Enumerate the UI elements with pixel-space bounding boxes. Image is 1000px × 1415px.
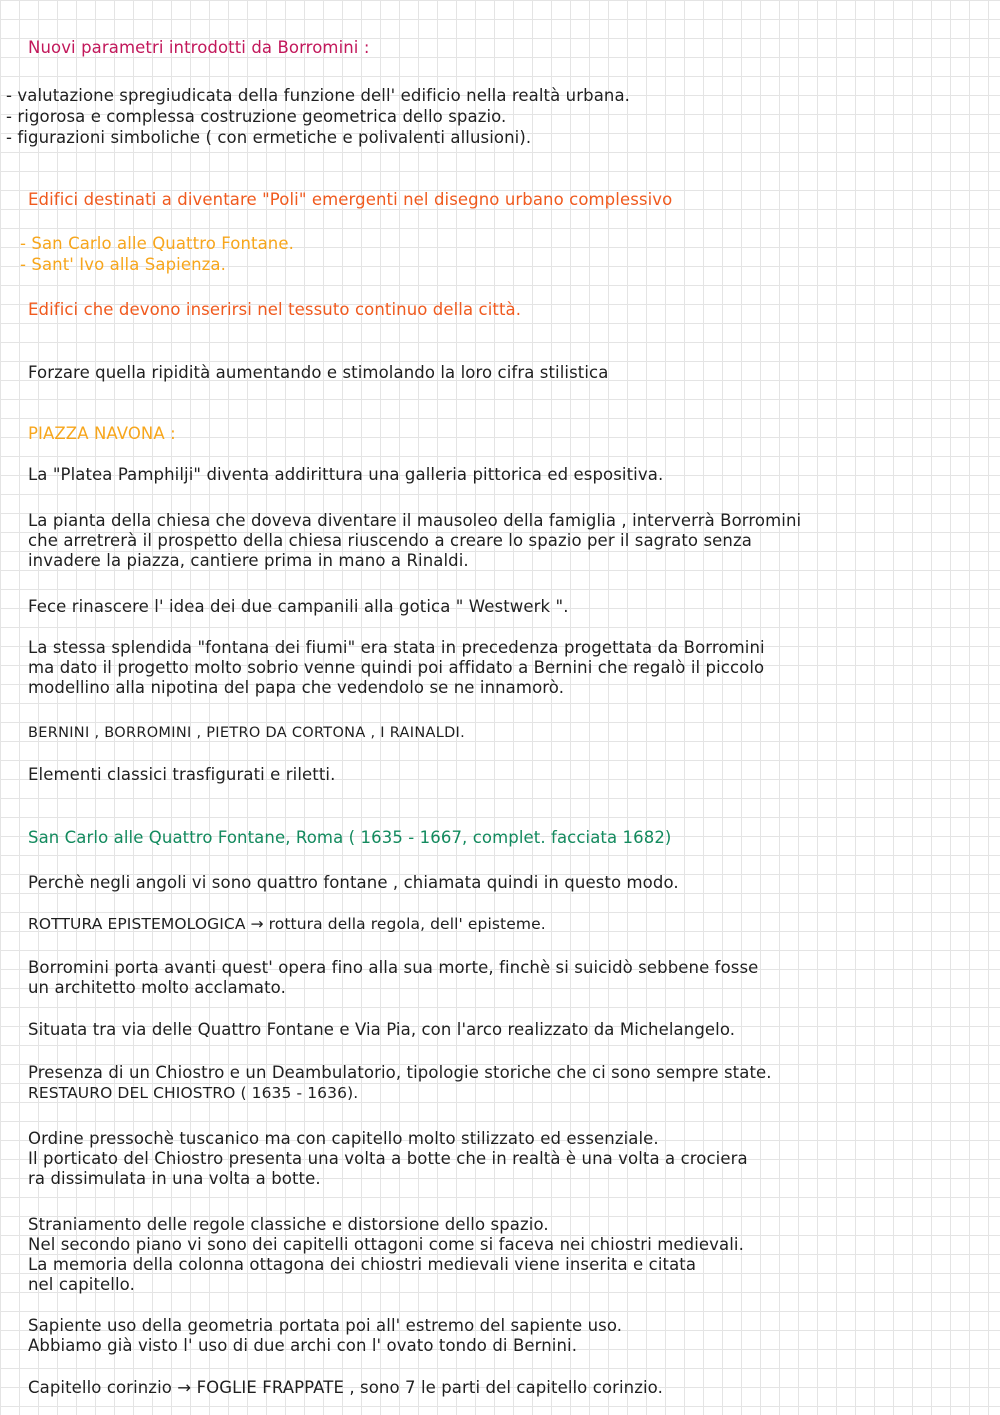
heading-piazza-navona: PIAZZA NAVONA : (28, 424, 176, 443)
san-carlo-line: Ordine pressochè tuscanico ma con capitello molto stilizzato ed essenziale. (28, 1129, 659, 1148)
heading-san-carlo: San Carlo alle Quattro Fontane, Roma ( 1635 - 1667, complet. facciata 1682) (28, 828, 672, 847)
piazza-line: BERNINI , BORROMINI , PIETRO DA CORTONA , I RAINALDI. (28, 725, 466, 741)
borromini-point: - rigorosa e complessa costruzione geometrica dello spazio. (6, 107, 507, 126)
san-carlo-line: Borromini porta avanti quest' opera fino alla sua morte, finchè si suicidò sebbene fosse (28, 958, 759, 977)
piazza-line: Elementi classici trasfigurati e riletti. (28, 765, 336, 784)
heading-edifici-poli: Edifici destinati a diventare "Poli" emergenti nel disegno urbano complessivo (28, 190, 673, 209)
poli-item: - San Carlo alle Quattro Fontane. (20, 234, 294, 253)
san-carlo-line: Nel secondo piano vi sono dei capitelli ottagoni come si faceva nei chiostri medievali. (28, 1235, 744, 1254)
san-carlo-line: Sapiente uso della geometria portata poi all' estremo del sapiente uso. (28, 1316, 623, 1335)
heading-borromini: Nuovi parametri introdotti da Borromini : (28, 38, 370, 57)
san-carlo-line: La memoria della colonna ottagona dei chiostri medievali viene inserita e citata (28, 1255, 697, 1274)
san-carlo-line: ROTTURA EPISTEMOLOGICA → rottura della regola, dell' episteme. (28, 915, 546, 933)
san-carlo-line: Il porticato del Chiostro presenta una volta a botte che in realtà è una volta a crociera (28, 1149, 748, 1168)
san-carlo-line: Presenza di un Chiostro e un Deambulatorio, tipologie storiche che ci sono sempre state. (28, 1063, 772, 1082)
borromini-point: - figurazioni simboliche ( con ermetiche e polivalenti allusioni). (6, 128, 532, 147)
san-carlo-line: Capitello corinzio → FOGLIE FRAPPATE , sono 7 le parti del capitello corinzio. (28, 1378, 663, 1397)
poli-item: - Sant' Ivo alla Sapienza. (20, 255, 226, 274)
piazza-line: La pianta della chiesa che doveva diventare il mausoleo della famiglia , interverrà Borromini (28, 511, 802, 530)
piazza-line: invadere la piazza, cantiere prima in mano a Rinaldi. (28, 551, 469, 570)
piazza-line: La "Platea Pamphilji" diventa addirittura una galleria pittorica ed espositiva. (28, 465, 664, 484)
san-carlo-line: RESTAURO DEL CHIOSTRO ( 1635 - 1636). (28, 1084, 359, 1102)
san-carlo-line: nel capitello. (28, 1275, 135, 1294)
note-forzare: Forzare quella ripidità aumentando e stimolando la loro cifra stilistica (28, 363, 609, 382)
san-carlo-line: Abbiamo già visto l' uso di due archi con l' ovato tondo di Bernini. (28, 1336, 578, 1355)
piazza-line: che arretrerà il prospetto della chiesa riuscendo a creare lo spazio per il sagrato senza (28, 531, 752, 550)
san-carlo-line: un architetto molto acclamato. (28, 978, 286, 997)
san-carlo-line: Situata tra via delle Quattro Fontane e Via Pia, con l'arco realizzato da Michelangelo. (28, 1020, 736, 1039)
piazza-line: ma dato il progetto molto sobrio venne quindi poi affidato a Bernini che regalò il piccolo (28, 658, 765, 677)
san-carlo-line: Perchè negli angoli vi sono quattro fontane , chiamata quindi in questo modo. (28, 873, 679, 892)
heading-edifici-tessuto: Edifici che devono inserirsi nel tessuto continuo della città. (28, 300, 522, 319)
piazza-line: modellino alla nipotina del papa che vedendolo se ne innamorò. (28, 678, 565, 697)
san-carlo-line: Straniamento delle regole classiche e distorsione dello spazio. (28, 1215, 549, 1234)
piazza-line: La stessa splendida "fontana dei fiumi" era stata in precedenza progettata da Borromini (28, 638, 765, 657)
piazza-line: Fece rinascere l' idea dei due campanili alla gotica " Westwerk ". (28, 597, 569, 616)
san-carlo-line: ra dissimulata in una volta a botte. (28, 1169, 321, 1188)
borromini-point: - valutazione spregiudicata della funzione dell' edificio nella realtà urbana. (6, 86, 631, 105)
